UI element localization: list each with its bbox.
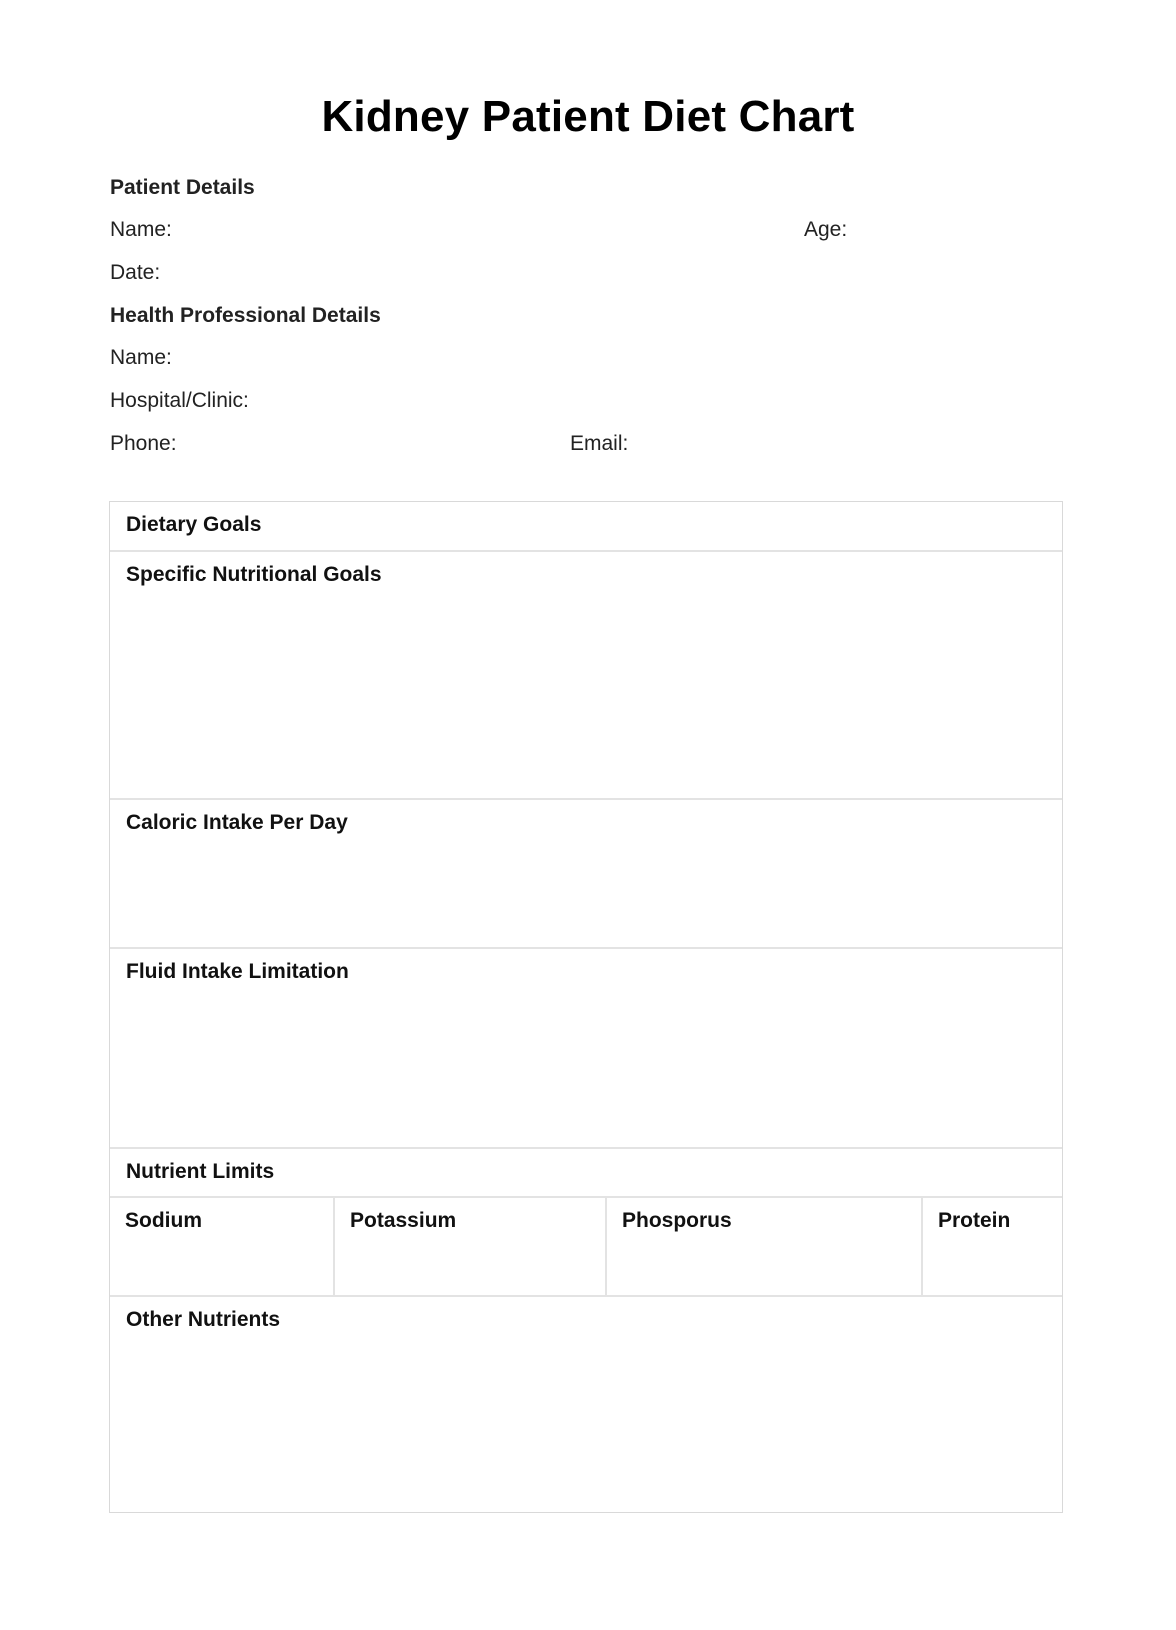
- phosphorus-label: Phosporus: [622, 1209, 732, 1232]
- caloric-intake-row[interactable]: [110, 798, 1062, 947]
- phosphorus-cell[interactable]: [605, 1198, 921, 1295]
- protein-cell[interactable]: [921, 1198, 1062, 1295]
- patient-details-heading: Patient Details: [110, 176, 255, 199]
- document-title: Kidney Patient Diet Chart: [321, 92, 855, 141]
- hospital-clinic-field[interactable]: Hospital/Clinic:: [110, 389, 249, 412]
- sodium-label: Sodium: [125, 1209, 202, 1232]
- fluid-intake-label: Fluid Intake Limitation: [126, 960, 349, 983]
- caloric-intake-label: Caloric Intake Per Day: [126, 811, 348, 834]
- other-nutrients-label: Other Nutrients: [126, 1308, 281, 1331]
- specific-nutritional-goals-label: Specific Nutritional Goals: [126, 563, 382, 586]
- nutrient-limits-grid-row: [110, 1196, 1062, 1295]
- fluid-intake-row[interactable]: [110, 947, 1062, 1147]
- phone-field[interactable]: Phone:: [110, 432, 177, 455]
- diet-chart-table: [109, 501, 1063, 1513]
- potassium-label: Potassium: [350, 1209, 457, 1232]
- email-field[interactable]: Email:: [570, 432, 629, 455]
- sodium-cell[interactable]: [110, 1198, 333, 1295]
- dietary-goals-header-row: [110, 502, 1062, 550]
- protein-label: Protein: [938, 1209, 1011, 1232]
- nutrient-limits-label: Nutrient Limits: [126, 1160, 275, 1183]
- patient-age-field[interactable]: Age:: [804, 218, 848, 241]
- patient-name-field[interactable]: Name:: [110, 218, 172, 241]
- health-professional-heading: Health Professional Details: [110, 304, 381, 327]
- potassium-cell[interactable]: [333, 1198, 605, 1295]
- professional-name-field[interactable]: Name:: [110, 346, 172, 369]
- dietary-goals-label: Dietary Goals: [126, 513, 262, 536]
- patient-date-field[interactable]: Date:: [110, 261, 161, 284]
- specific-nutritional-goals-row[interactable]: [110, 550, 1062, 798]
- nutrient-limits-header-row: [110, 1147, 1062, 1196]
- other-nutrients-row[interactable]: [110, 1295, 1062, 1512]
